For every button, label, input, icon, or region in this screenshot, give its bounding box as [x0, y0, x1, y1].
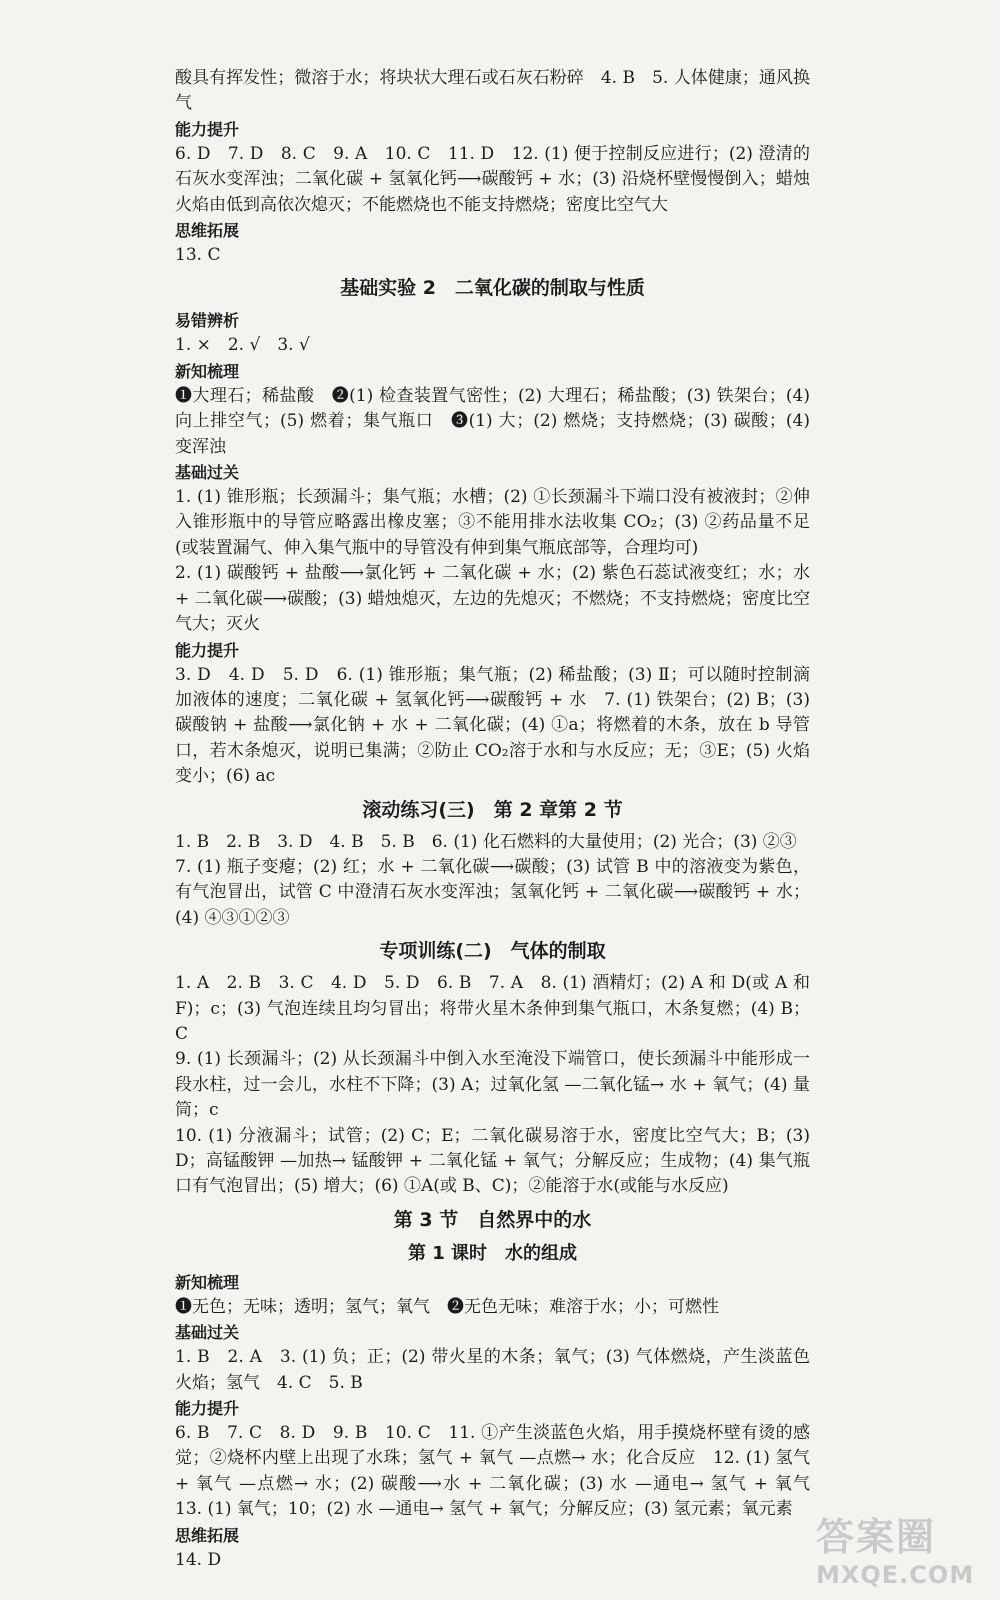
section-heading: 思维拓展 — [175, 1525, 240, 1545]
section-heading: 易错辨析 — [175, 311, 240, 331]
lesson-title: 第 1 课时 水的组成 — [407, 1242, 578, 1264]
answer-paragraph: ❶大理石；稀盐酸 ❷(1) 检查装置气密性；(2) 大理石；稀盐酸；(3) 铁架台；(4) 向上排空气；(5) 燃着；集气瓶口 ❸(1) 大；(2) 燃烧；支持燃烧；(3) 碳酸；(4) 变浑浊 — [175, 385, 810, 457]
watermark-top: 答案圈 — [816, 1515, 937, 1559]
answer-paragraph: 13. C — [175, 245, 221, 266]
answer-paragraph: 2. (1) 碳酸钙 + 盐酸⟶氯化钙 + 二氧化碳 + 水；(2) 紫色石蕊试液变红；水；水 + 二氧化碳⟶碳酸；(3) 蜡烛熄灭，左边的先熄灭；不燃烧；不支持燃烧；密度比空气大；灭火 — [175, 563, 810, 635]
chapter-title: 基础实验 2 二氧化碳的制取与性质 — [340, 277, 645, 300]
answer-paragraph: 酸具有挥发性；微溶于水；将块状大理石或石灰石粉碎 4. B 5. 人体健康；通风换气 — [175, 68, 810, 114]
section-heading: 能力提升 — [175, 119, 240, 139]
chapter-title: 第 3 节 自然界中的水 — [393, 1208, 592, 1231]
answer-paragraph: 1. (1) 锥形瓶；长颈漏斗；集气瓶；水槽；(2) ①长颈漏斗下端口没有被液封；②伸入锥形瓶中的导管应略露出橡皮塞；③不能用排水法收集 CO₂；(3) ②药品量不足(或装置漏气、伸入集气瓶中的导管没有伸到集气瓶底部等，合理均可) — [175, 487, 810, 558]
answer-paragraph: ❶无色；无味；透明；氢气；氧气 ❷无色无味；难溶于水；小；可燃性 — [175, 1296, 719, 1317]
answer-page — [175, 66, 827, 1573]
answer-paragraph: 14. D — [175, 1549, 222, 1570]
answer-paragraph: 6. B 7. C 8. D 9. B 10. C 11. ①产生淡蓝色火焰，用手摸烧杯壁有烫的感觉；②烧杯内壁上出现了水珠；氢气 + 氧气 —点燃→ 水；化合反应 12. (1) 氢气 + 氧气 —点燃→ 水；(2) 碳酸⟶水 + 二氧化碳；(3) 水 —通电→ 氢气 + 氧气 13. (1) 氧气；10；(2) 水 —通电→ 氢气 + 氧气；分解反应；(3) 氢元素；氧元素 — [175, 1423, 827, 1520]
answer-paragraph: 6. D 7. D 8. C 9. A 10. C 11. D 12. (1) 便于控制反应进行；(2) 澄清的石灰水变浑浊；二氧化碳 + 氢氧化钙⟶碳酸钙 + 水；(3) 沿烧杯壁慢慢倒入；蜡烛火焰由低到高依次熄灭；不能燃烧也不能支持燃烧；密度比空气大 — [175, 143, 810, 215]
section-heading: 新知梳理 — [175, 1272, 240, 1292]
answer-paragraph: 1. × 2. √ 3. √ — [175, 335, 310, 356]
chapter-title: 滚动练习(三) 第 2 章第 2 节 — [362, 798, 623, 821]
section-heading: 能力提升 — [175, 1399, 240, 1419]
answer-paragraph: 9. (1) 长颈漏斗；(2) 从长颈漏斗中倒入水至淹没下端管口，使长颈漏斗中能形成一段水柱，过一会儿，水柱不下降；(3) A；过氧化氢 —二氧化锰→ 水 + 氧气；(4) 量筒；c — [175, 1049, 810, 1121]
section-heading: 新知梳理 — [175, 361, 240, 381]
answer-paragraph: 1. B 2. B 3. D 4. B 5. B 6. (1) 化石燃料的大量使用；(2) 光合；(3) ②③ — [175, 831, 797, 852]
chapter-title: 专项训练(二) 气体的制取 — [379, 940, 606, 963]
section-heading: 基础过关 — [175, 463, 240, 483]
section-heading: 基础过关 — [175, 1323, 240, 1343]
watermark-bottom: MXQE.COM — [816, 1561, 975, 1589]
answer-paragraph: 1. A 2. B 3. C 4. D 5. D 6. B 7. A 8. (1) 酒精灯；(2) A 和 D(或 A 和 F)；c；(3) 气泡连续且均匀冒出；将带火星木条伸到集气瓶口，木条复燃；(4) B；C — [175, 973, 810, 1044]
answer-paragraph: 3. D 4. D 5. D 6. (1) 锥形瓶；集气瓶；(2) 稀盐酸；(3) Ⅱ；可以随时控制滴加液体的速度；二氧化碳 + 氢氧化钙⟶碳酸钙 + 水 7. (1) 铁架台；(2) B；(3) 碳酸钠 + 盐酸⟶氯化钠 + 水 + 二氧化碳；(4) ①a；将燃着的木条，放在 b 导管口，若木条熄灭，说明已集满；②防止 CO₂溶于水和与水反应；无；③E；(5) 火焰变小；(6) ac — [175, 664, 810, 787]
answer-paragraph: 10. (1) 分液漏斗；试管；(2) C；E；二氧化碳易溶于水，密度比空气大；B；(3) D；高锰酸钾 —加热→ 锰酸钾 + 二氧化锰 + 氧气；分解反应；生成物；(4) 集气瓶口有气泡冒出；(5) 增大；(6) ①A(或 B、C)；②能溶于水(或能与水反应) — [175, 1125, 810, 1197]
watermark-logo — [816, 1506, 978, 1589]
section-heading: 能力提升 — [175, 640, 240, 660]
section-heading: 思维拓展 — [175, 221, 240, 241]
answer-paragraph: 1. B 2. A 3. (1) 负；正；(2) 带火星的木条；氧气；(3) 气体燃烧，产生淡蓝色火焰；氢气 4. C 5. B — [175, 1347, 810, 1393]
answer-paragraph: 7. (1) 瓶子变瘪；(2) 红；水 + 二氧化碳⟶碳酸；(3) 试管 B 中的溶液变为紫色，有气泡冒出，试管 C 中澄清石灰水变浑浊；氢氧化钙 + 二氧化碳⟶碳酸钙 + 水；(4) ④③①②③ — [175, 856, 810, 928]
